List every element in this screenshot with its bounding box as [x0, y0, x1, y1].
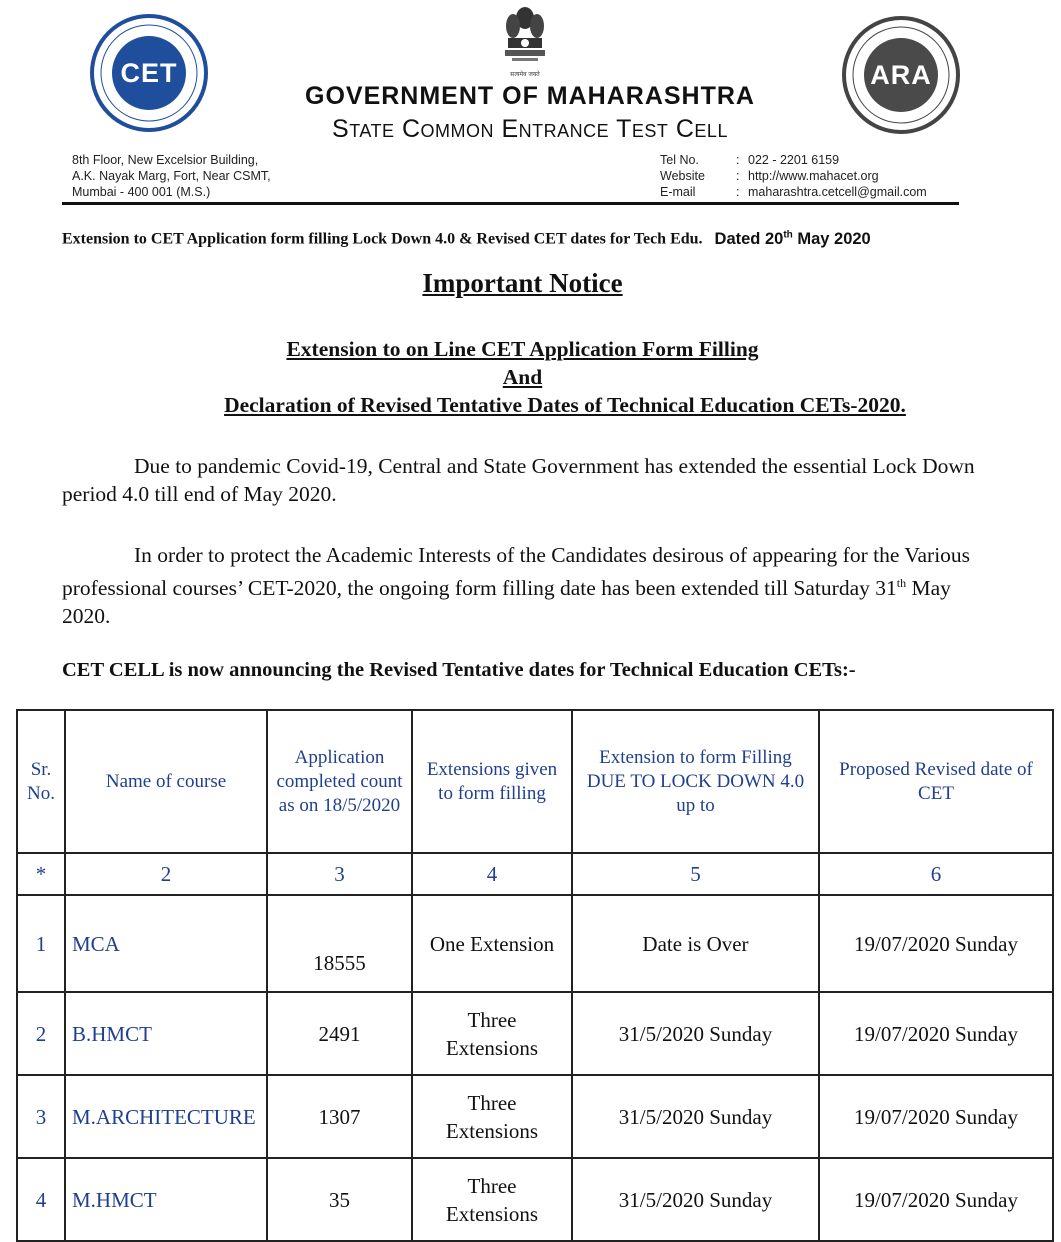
sr-no-cell: 4	[17, 1158, 65, 1241]
email-link[interactable]: maharashtra.cetcell@gmail.com	[748, 185, 927, 199]
paragraph-lockdown: Due to pandemic Covid-19, Central and State Government has extended the essential Lock Down period 4.0 till end of May 2020.	[62, 454, 975, 506]
extensions-cell: Three Extensions	[412, 992, 572, 1075]
column-number: 5	[572, 853, 819, 895]
table-row	[17, 992, 1053, 1075]
column-header: Sr. No.	[17, 710, 65, 853]
extended-to-cell: 31/5/2020 Sunday	[572, 992, 819, 1075]
extended-to-cell: Date is Over	[572, 895, 819, 992]
cet-date-cell: 19/07/2020 Sunday	[819, 992, 1053, 1075]
contact-email: E-mail : maharashtra.cetcell@gmail.com	[660, 185, 927, 199]
header-divider	[62, 202, 959, 205]
extensions-cell: One Extension	[412, 895, 572, 992]
column-number: 6	[819, 853, 1053, 895]
extensions-cell: Three Extensions	[412, 1075, 572, 1158]
address-line: 8th Floor, New Excelsior Building,	[72, 153, 259, 167]
dated-text: Dated 20th May 2020	[714, 229, 871, 248]
office-address	[72, 152, 392, 200]
notice-heading: Extension to on Line CET Application Form Filling	[286, 337, 759, 361]
course-name-cell: M.HMCT	[65, 1158, 267, 1241]
course-name-cell: M.ARCHITECTURE	[65, 1075, 267, 1158]
government-title: GOVERNMENT OF MAHARASHTRA	[305, 82, 755, 110]
contact-phone: Tel No. : 022 - 2201 6159	[660, 153, 840, 167]
table-row	[17, 895, 1053, 992]
revised-dates-table	[16, 709, 1054, 1242]
course-name-cell: MCA	[65, 895, 267, 992]
announcement: CET CELL is now announcing the Revised Tentative dates for Technical Education CETs:-	[62, 659, 856, 681]
course-name-cell: B.HMCT	[65, 992, 267, 1075]
column-header: Extension to form Filling DUE TO LOCK DOWN 4.0 up to	[572, 710, 819, 853]
table-row	[17, 1158, 1053, 1241]
cell-title: State Common Entrance Test Cell	[332, 115, 728, 143]
contact-website: Website : http://www.mahacet.org	[660, 169, 879, 183]
column-number: 3	[267, 853, 412, 895]
notice-title: Important Notice	[422, 268, 623, 298]
cet-date-cell: 19/07/2020 Sunday	[819, 1158, 1053, 1241]
extended-to-cell: 31/5/2020 Sunday	[572, 1158, 819, 1241]
website-link[interactable]: http://www.mahacet.org	[748, 169, 879, 183]
sr-no-cell: 1	[17, 895, 65, 992]
table-row	[17, 1075, 1053, 1158]
contact-label: Website	[660, 169, 705, 183]
column-number-row	[17, 853, 1053, 895]
application-count-cell: 35	[267, 1158, 412, 1241]
sr-no-cell: 3	[17, 1075, 65, 1158]
subject-text: Extension to CET Application form filling Lock Down 4.0 & Revised CET dates for Tech Edu.	[62, 230, 703, 248]
column-header: Application completed count as on 18/5/2020	[267, 710, 412, 853]
column-number: 2	[65, 853, 267, 895]
column-number: *	[17, 853, 65, 895]
contact-label: E-mail	[660, 185, 696, 199]
cet-date-cell: 19/07/2020 Sunday	[819, 895, 1053, 992]
cet-date-cell: 19/07/2020 Sunday	[819, 1075, 1053, 1158]
paragraph-extension: In order to protect the Academic Interests of the Candidates desirous of appearing for the Various professional courses’ CET-2020, the ongoing form filling date has been extended till Saturday 31th May 2020.	[62, 543, 971, 629]
sr-no-cell: 2	[17, 992, 65, 1075]
application-count-cell: 2491	[267, 992, 412, 1075]
cet-logo-text: CET	[112, 36, 186, 110]
address-line: Mumbai - 400 001 (M.S.)	[72, 185, 211, 199]
table-header-row	[17, 710, 1053, 853]
extensions-cell: Three Extensions	[412, 1158, 572, 1241]
contact-details	[660, 152, 980, 200]
notice-heading: Declaration of Revised Tentative Dates of Technical Education CETs-2020.	[224, 393, 906, 417]
notice-heading: And	[502, 365, 543, 389]
application-count-cell: 18555	[267, 895, 412, 992]
column-header: Name of course	[65, 710, 267, 853]
extended-to-cell: 31/5/2020 Sunday	[572, 1075, 819, 1158]
subject-line	[62, 229, 1022, 249]
column-number: 4	[412, 853, 572, 895]
emblem-motto: सत्यमेव जयते	[510, 71, 540, 78]
contact-label: Tel No.	[660, 153, 699, 167]
column-header: Extensions given to form filling	[412, 710, 572, 853]
ara-logo-text: ARA	[864, 38, 938, 112]
phone-number: 022 - 2201 6159	[748, 153, 840, 167]
column-header: Proposed Revised date of CET	[819, 710, 1053, 853]
application-count-cell: 1307	[267, 1075, 412, 1158]
address-line: A.K. Nayak Marg, Fort, Near CSMT,	[72, 169, 271, 183]
